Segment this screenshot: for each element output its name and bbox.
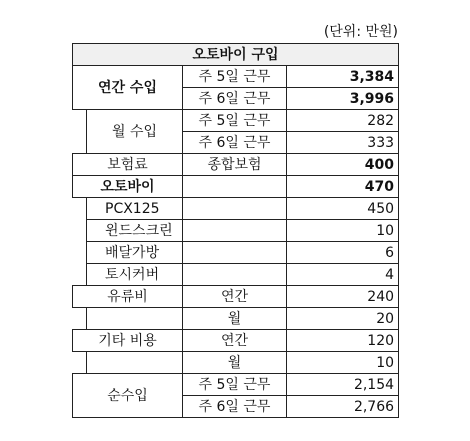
spacer-cell: [73, 308, 87, 330]
insurance-value: 400: [287, 154, 399, 176]
spacer-cell: [73, 198, 87, 286]
motorcycle-item-label: 토시커버: [87, 264, 183, 286]
table-row: [73, 352, 399, 374]
empty-cell: [183, 220, 287, 242]
fuel-annual-value: 240: [287, 286, 399, 308]
empty-cell: [183, 198, 287, 220]
empty-cell: [87, 308, 183, 330]
table-title: 오토바이 구입: [73, 44, 399, 66]
motorcycle-item-value: 6: [287, 242, 399, 264]
motorcycle-item-value: 10: [287, 220, 399, 242]
insurance-label: 보험료: [73, 154, 183, 176]
fuel-monthly-value: 20: [287, 308, 399, 330]
motorcycle-label: 오토바이: [73, 176, 183, 198]
table-row: [73, 308, 399, 330]
monthly-income-6day-value: 333: [287, 132, 399, 154]
table-row: [73, 220, 399, 242]
table-row: [73, 66, 399, 88]
annual-income-6day-label: 주 6일 근무: [183, 88, 287, 110]
motorcycle-item-label: 윈드스크린: [87, 220, 183, 242]
title-row: [73, 44, 399, 66]
table-row: [73, 176, 399, 198]
annual-income-6day-value: 3,996: [287, 88, 399, 110]
unit-note: (단위: 만원): [323, 24, 398, 40]
monthly-income-6day-label: 주 6일 근무: [183, 132, 287, 154]
motorcycle-item-value: 450: [287, 198, 399, 220]
empty-cell: [183, 242, 287, 264]
motorcycle-value: 470: [287, 176, 399, 198]
net-income-6day-value: 2,766: [287, 396, 399, 418]
motorcycle-purchase-table: [72, 43, 399, 418]
insurance-type: 종합보험: [183, 154, 287, 176]
table-row: [73, 286, 399, 308]
net-income-label: 순수입: [73, 374, 183, 418]
empty-cell: [183, 264, 287, 286]
fuel-monthly-label: 월: [183, 308, 287, 330]
table-row: [73, 110, 399, 132]
monthly-income-label: 월 수입: [87, 110, 183, 154]
table-row: [73, 154, 399, 176]
spacer-cell: [73, 110, 87, 154]
annual-income-label: 연간 수입: [73, 66, 183, 110]
monthly-income-5day-value: 282: [287, 110, 399, 132]
annual-income-5day-label: 주 5일 근무: [183, 66, 287, 88]
other-annual-value: 120: [287, 330, 399, 352]
net-income-5day-label: 주 5일 근무: [183, 374, 287, 396]
table-row: [73, 264, 399, 286]
other-monthly-value: 10: [287, 352, 399, 374]
other-annual-label: 연간: [183, 330, 287, 352]
spacer-cell: [73, 352, 87, 374]
net-income-6day-label: 주 6일 근무: [183, 396, 287, 418]
other-monthly-label: 월: [183, 352, 287, 374]
motorcycle-item-value: 4: [287, 264, 399, 286]
motorcycle-item-label: PCX125: [87, 198, 183, 220]
annual-income-5day-value: 3,384: [287, 66, 399, 88]
table-row: [73, 198, 399, 220]
net-income-5day-value: 2,154: [287, 374, 399, 396]
fuel-annual-label: 연간: [183, 286, 287, 308]
table-row: [73, 374, 399, 396]
motorcycle-empty-cell: [183, 176, 287, 198]
monthly-income-5day-label: 주 5일 근무: [183, 110, 287, 132]
table-row: [73, 242, 399, 264]
fuel-label: 유류비: [73, 286, 183, 308]
empty-cell: [87, 352, 183, 374]
motorcycle-item-label: 배달가방: [87, 242, 183, 264]
other-label: 기타 비용: [73, 330, 183, 352]
table-row: [73, 330, 399, 352]
